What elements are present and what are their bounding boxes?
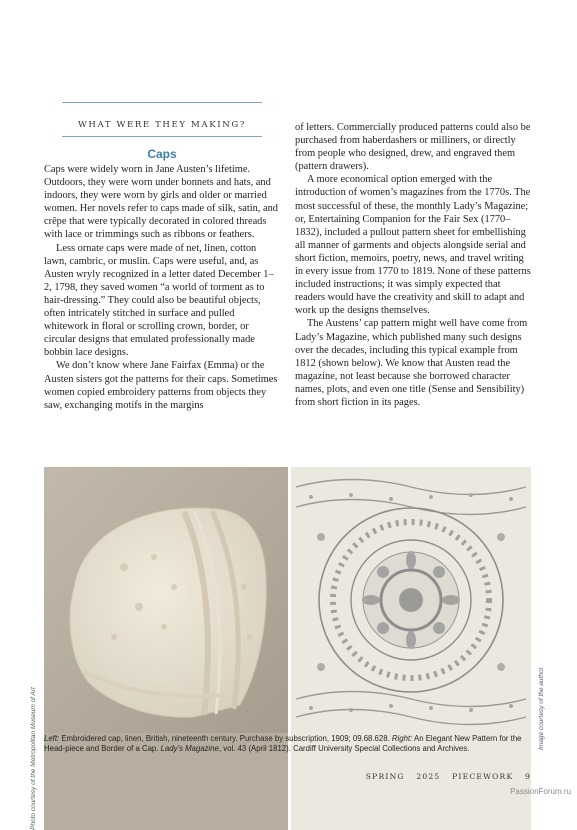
paragraph: of letters. Commercially produced patterns could also be purchased from haberdashers or milliners, or directly from people who designed, drew, and engraved them (pattern drawers). <box>295 122 531 173</box>
photo-credit-left: Photo courtesy of the Metropolitan Museum of Art <box>30 687 37 830</box>
footer-year: 2025 <box>416 772 441 781</box>
caption-publication: Lady’s Magazine <box>160 744 219 754</box>
paragraph: A more economical option emerged with the introduction of women’s magazines from the 1770s. The most successful of these, the monthly Lady’s Magazine; or, Entertaining Companion for the Fair Sex (1770–1832), included a pullout pattern sheet for embellishing all manner of garments and objects alongside serial and short fiction, memoirs, poetry, news, and travel writing in every issue from 1770 to 1819. None of these patterns included instructions; it was simply expected that readers would have the creativity and skill to adapt and work up the designs themselves. <box>295 174 531 317</box>
watermark: PassionForum.ru <box>510 787 571 796</box>
caption-left-label: Left: <box>44 734 60 743</box>
right-column <box>295 121 531 409</box>
section-rule-bottom <box>62 136 262 137</box>
page-number: 9 <box>524 772 531 781</box>
embroidered-cap-photo <box>44 467 288 830</box>
footer-magazine: PIECEWORK <box>452 772 514 781</box>
section-head: WHAT WERE THEY MAKING? <box>77 120 247 130</box>
paragraph: The Austens’ cap pattern might well have come from Lady’s Magazine, which published many such designs over the decades, including this typical example from 1812 (shown below). We know that Austen read the magazine, not least because she borrowed character names, plots, and even one title (Sense and Sensibility) from short fiction in its pages. <box>295 318 528 408</box>
figure-caption <box>44 734 531 754</box>
section-rule-top <box>62 102 262 103</box>
caption-left-text: Embroidered cap, linen, British, nineteenth century. Purchase by subscription, 1909; 09.68.628. <box>59 734 392 743</box>
left-column <box>44 163 280 412</box>
caption-right-text: An Elegant New Pattern for the Head-piece and Border of a Cap. <box>44 734 522 754</box>
footer-season: SPRING <box>365 772 405 781</box>
caption-right-label: Right: <box>391 734 413 743</box>
paragraph: Caps were widely worn in Jane Austen’s lifetime. Outdoors, they were worn under bonnets and hats, and indoors, they were worn by girls and older or married women. Her novels refer to caps made of silk, satin, and crêpe that were typically decorated in colored threads with lace or trimmings such as ribbons or feathers. <box>44 164 279 241</box>
photo-credit-right: Image courtesy of the author <box>538 667 545 750</box>
page-footer <box>300 772 531 781</box>
paragraph: Less ornate caps were made of net, linen, cotton lawn, cambric, or muslin. Caps were useful, and, as Austen wryly recognized in a letter dated December 1–2, 1798, they saved women “a world of torment as to hair-dressing.” They could also be beautiful objects, often intricately stitched in surface and pulled whitework in floral or scrolling crown, border, or circular designs that emulated professionally made bobbin lace designs. <box>44 242 274 359</box>
article-heading: Caps <box>147 147 177 161</box>
paragraph: We don’t know where Jane Fairfax (Emma) or the Austen sisters got the patterns for their caps. Sometimes women copied embroidery patterns from objects they saw, exchanging motifs in the margins <box>44 360 278 411</box>
caption-rest: , vol. 43 (April 1812). Cardiff University Special Collections and Archives. <box>218 744 470 754</box>
